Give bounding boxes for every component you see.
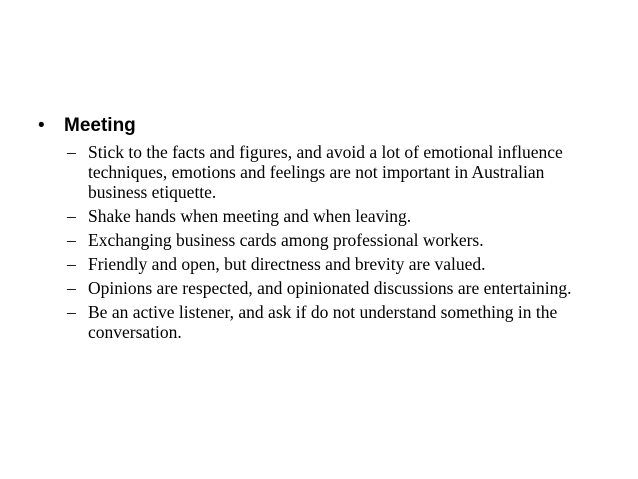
dash-marker: – — [67, 206, 76, 226]
list-item-text: Opinions are respected, and opinionated discussions are entertaining. — [88, 278, 572, 298]
list-item — [38, 206, 608, 226]
heading-row — [38, 113, 608, 139]
list-item — [38, 302, 608, 342]
dash-marker: – — [67, 142, 76, 162]
bullet-list — [38, 142, 608, 342]
list-item-text: Exchanging business cards among professional workers. — [88, 230, 484, 250]
list-item-text: Shake hands when meeting and when leaving. — [88, 206, 412, 226]
dash-marker: – — [67, 278, 76, 298]
list-item — [38, 254, 608, 274]
slide-content — [38, 113, 608, 346]
list-item-text: Be an active listener, and ask if do not understand something in the conversation. — [88, 302, 558, 342]
list-item — [38, 230, 608, 250]
dash-marker: – — [67, 254, 76, 274]
list-item-text: Stick to the facts and figures, and avoid a lot of emotional influence techniques, emotions and feelings are not important in Australian business etiquette. — [88, 142, 563, 202]
heading-text: Meeting — [64, 115, 136, 136]
list-item — [38, 142, 608, 202]
list-item — [38, 278, 608, 298]
heading-bullet: • — [38, 115, 45, 136]
list-item-text: Friendly and open, but directness and brevity are valued. — [88, 254, 486, 274]
dash-marker: – — [67, 230, 76, 250]
dash-marker: – — [67, 302, 76, 322]
